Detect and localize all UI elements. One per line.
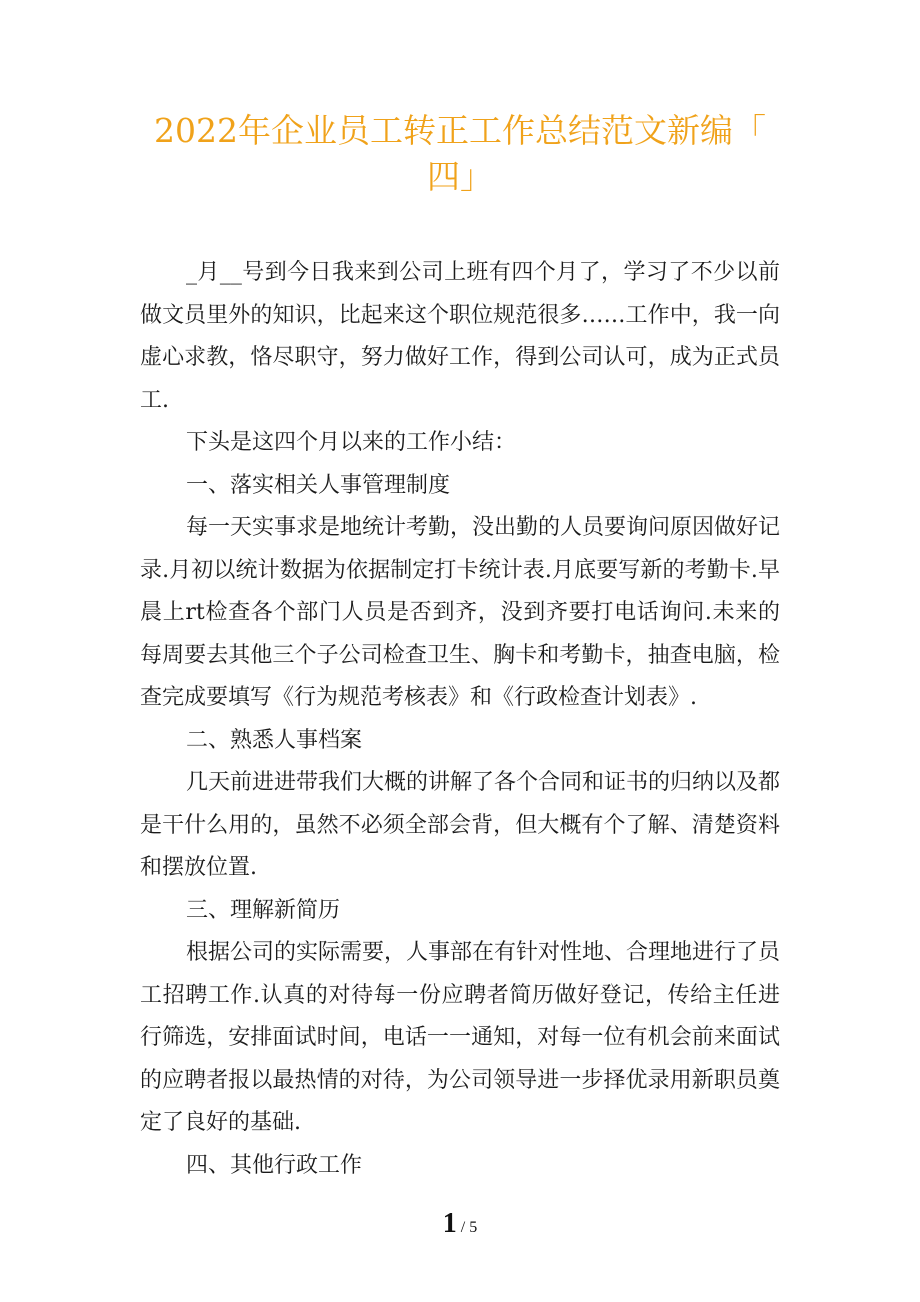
paragraph-intro: _月__号到今日我来到公司上班有四个月了，学习了不少以前做文员里外的知识，比起来这个职位规范很多……工作中，我一向虚心求教，恪尽职守，努力做好工作，得到公司认可，成为正式员工. — [140, 260, 780, 413]
page-number — [0, 1208, 920, 1240]
paragraph-section-1: 每一天实事求是地统计考勤，没出勤的人员要询问原因做好记录.月初以统计数据为依据制定打卡统计表.月底要写新的考勤卡.早晨上rt检查各个部门人员是否到齐，没到齐要打电话询问.未来的每周要去其他三个子公司检查卫生、胸卡和考勤卡，抽查电脑，检查完成要填写《行为规范考核表》和《行政检查计划表》. — [140, 515, 781, 710]
page-separator: / — [456, 1219, 470, 1236]
paragraph-section-2: 几天前进进带我们大概的讲解了各个合同和证书的归纳以及都是干什么用的，虽然不必须全部会背，但大概有个了解、清楚资料和摆放位置. — [140, 770, 781, 880]
section-heading-4: 四、其他行政工作 — [186, 1152, 363, 1178]
section-heading-3: 三、理解新简历 — [186, 897, 341, 923]
title-line-2: 四」 — [427, 157, 493, 196]
document-body — [140, 252, 780, 1187]
section-heading-2: 二、熟悉人事档案 — [186, 727, 363, 753]
section-heading-1: 一、落实相关人事管理制度 — [186, 472, 451, 498]
title-line-1: 2022年企业员工转正工作总结范文新编「 — [154, 111, 766, 150]
total-pages: 5 — [469, 1219, 478, 1236]
current-page-number: 1 — [442, 1208, 457, 1239]
paragraph-summary-lead: 下头是这四个月以来的工作小结： — [186, 430, 517, 455]
document-title — [130, 108, 790, 200]
paragraph-section-3: 根据公司的实际需要，人事部在有针对性地、合理地进行了员工招聘工作.认真的对待每一份应聘者简历做好登记，传给主任进行筛选，安排面试时间，电话一一通知，对每一位有机会前来面试的应聘者报以最热情的对待，为公司领导进一步择优录用新职员奠定了良好的基础. — [140, 940, 781, 1135]
